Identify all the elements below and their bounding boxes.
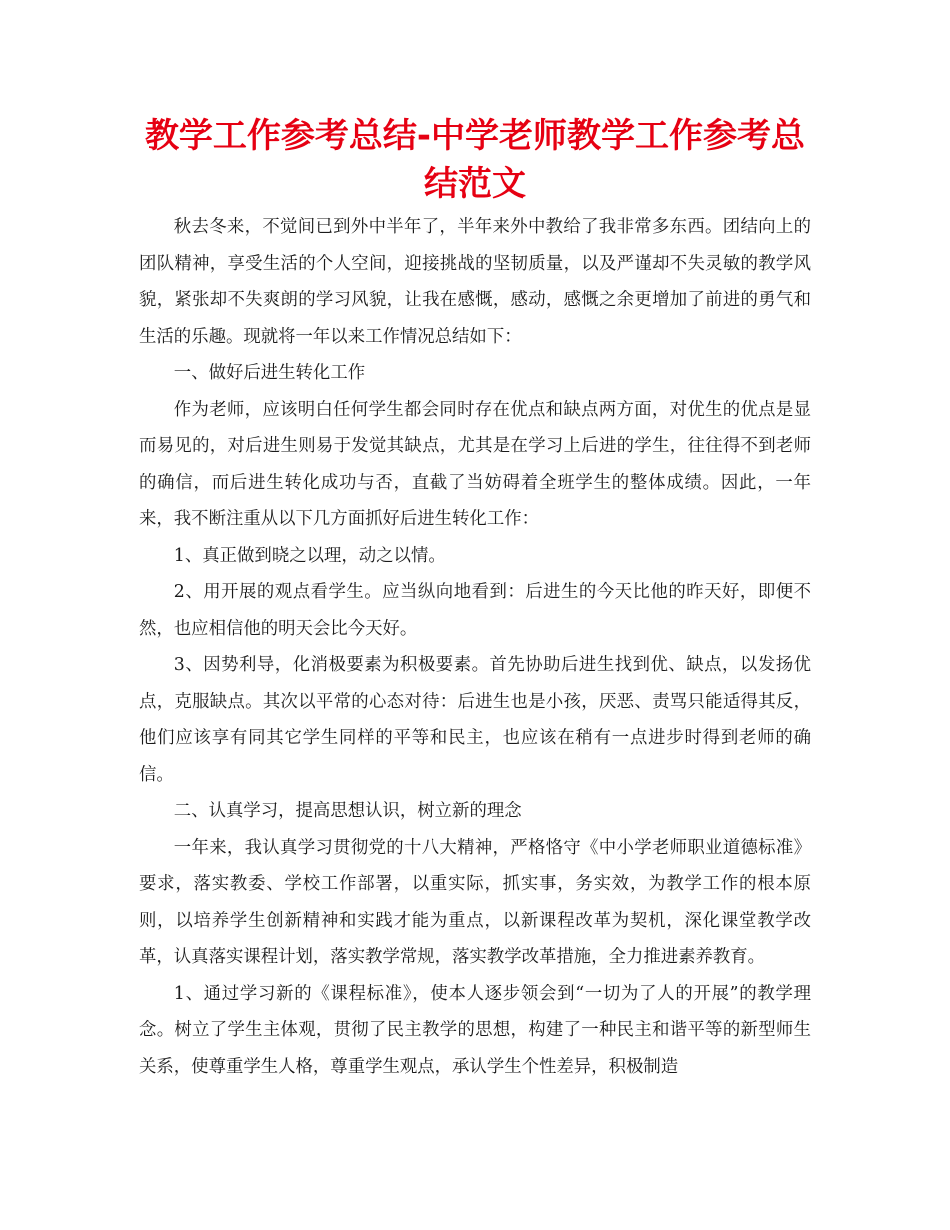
section-heading-1: 一、做好后进生转化工作 bbox=[173, 363, 366, 383]
list-item: 1、真正做到晓之以理，动之以情。 bbox=[173, 545, 446, 566]
list-item: 2、用开展的观点看学生。应当纵向地看到：后进生的今天比他的昨天好，即便不然，也应相信他的明天会比今天好。 bbox=[139, 582, 811, 639]
paragraph: 一年来，我认真学习贯彻党的十八大精神，严格恪守《中小学老师职业道德标准》要求，落实教委、学校工作部署，以重实际，抓实事，务实效，为教学工作的根本原则，以培养学生创新精神和实践才能为重点，以新课程改革为契机，深化课堂教学改革，认真落实课程计划，落实教学常规，落实教学改革措施，全力推进素养教育。 bbox=[139, 837, 811, 967]
paragraph: 作为老师，应该明白任何学生都会同时存在优点和缺点两方面，对优生的优点是显而易见的，对后进生则易于发觉其缺点，尤其是在学习上后进的学生，往往得不到老师的确信，而后进生转化成功与否，直截了当妨碍着全班学生的整体成绩。因此，一年来，我不断注重从以下几方面抓好后进生转化工作： bbox=[139, 399, 811, 529]
section-heading-2: 二、认真学习，提高思想认识，树立新的理念 bbox=[173, 801, 522, 821]
document-title: 教学工作参考总结-中学老师教学工作参考总结范文 bbox=[144, 116, 806, 204]
list-item: 1、通过学习新的《课程标准》，使本人逐步领会到“一切为了人的开展”的教学理念。树立了学生主体观，贯彻了民主教学的思想，构建了一种民主和谐平等的新型师生关系，使尊重学生人格，尊重学生观点，承认学生个性差异，积极制造 bbox=[139, 983, 811, 1077]
list-item: 3、因势利导，化消极要素为积极要素。首先协助后进生找到优、缺点，以发扬优点，克服缺点。其次以平常的心态对待：后进生也是小孩，厌恶、责骂只能适得其反，他们应该享有同其它学生同样的平等和民主，也应该在稍有一点进步时得到老师的确信。 bbox=[139, 655, 811, 785]
paragraph-intro: 秋去冬来，不觉间已到外中半年了，半年来外中教给了我非常多东西。团结向上的团队精神，享受生活的个人空间，迎接挑战的坚韧质量，以及严谨却不失灵敏的教学风貌，紧张却不失爽朗的学习风貌，让我在感慨，感动，感慨之余更增加了前进的勇气和生活的乐趣。现就将一年以来工作情况总结如下： bbox=[139, 217, 811, 347]
document-body bbox=[139, 209, 811, 1085]
